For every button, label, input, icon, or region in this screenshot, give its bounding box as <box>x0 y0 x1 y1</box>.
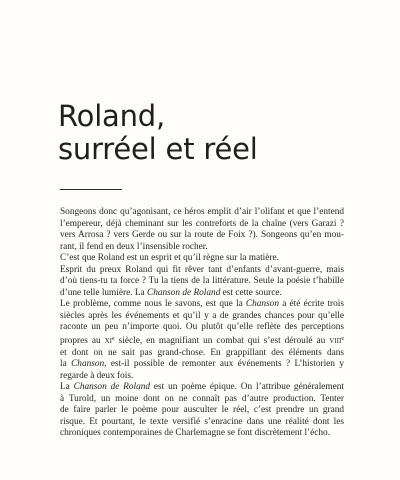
paragraph-5 <box>60 382 344 440</box>
paragraph-4 <box>60 299 344 382</box>
text-line: d’où tiens-tu ta force ? Tu la tiens de la littérature. Seule la poésie t’habille <box>60 276 344 287</box>
text-line: risque. Et pourtant, le texte versifié s’enracine dans une réalité dont les <box>60 416 344 427</box>
paragraph-3 <box>60 265 344 300</box>
text-line: propres au XIe siècle, en magnifiant un combat qui s’est déroulé au VIIIe <box>60 336 344 347</box>
title-divider <box>60 189 122 190</box>
paragraph-1 <box>60 207 344 253</box>
text-line: à Turold, un moine dont on ne connaît pas d’autre production. Tenter <box>60 393 344 404</box>
text-line: chroniques contemporaines de Charlemagne se font discrètement l’écho. <box>60 428 331 439</box>
body-text <box>60 207 344 440</box>
text-line: C’est que Roland est un esprit et qu’il règne sur la matière. <box>60 253 279 264</box>
text-line: l’empereur, déjà cheminant sur les contreforts de la chaîne (vers Garazi ? <box>60 218 344 229</box>
chapter-title-line-1: Roland, <box>58 99 166 133</box>
paragraph-2 <box>60 253 344 265</box>
text-line: siècles après les événements et qu’il y a de grandes chances pour qu’elle <box>60 310 344 321</box>
chapter-title-line-2: surréel et réel <box>58 132 258 166</box>
text-line: Esprit du preux Roland qui fit rêver tant d’enfants d’avant-guerre, mais <box>60 264 344 275</box>
text-line: Songeons donc qu’agonisant, ce héros emplit d’air l’olifant et que l’entend <box>60 207 344 217</box>
text-line: de faire parler le poème pour ausculter le réel, c’est prendre un grand <box>60 405 344 416</box>
text-line: d’une telle lumière. La Chanson de Roland est cette source. <box>60 287 282 298</box>
text-line: la Chanson, est-il possible de remonter aux événements ? L’historien y <box>60 359 344 370</box>
text-line: Le problème, comme nous le savons, est que la Chanson a été écrite trois <box>60 299 344 310</box>
text-line: La Chanson de Roland est un poème épique. On l’attribue généralement <box>60 382 344 393</box>
chapter-title <box>58 100 258 166</box>
text-line: vers Arrosa ? vers Gerde ou sur la route de Foix ?). Songeons qu’en mou- <box>60 230 344 241</box>
text-line: et dont on ne sait pas grand-chose. En grappillant des éléments dans <box>60 347 344 358</box>
text-line: regarde à deux fois. <box>60 370 134 381</box>
text-line: rant, il fend en deux l’insensible rocher. <box>60 241 208 252</box>
text-line: raconte un peu n’importe quoi. Ou plutôt qu’elle reflète des perceptions <box>60 322 344 333</box>
